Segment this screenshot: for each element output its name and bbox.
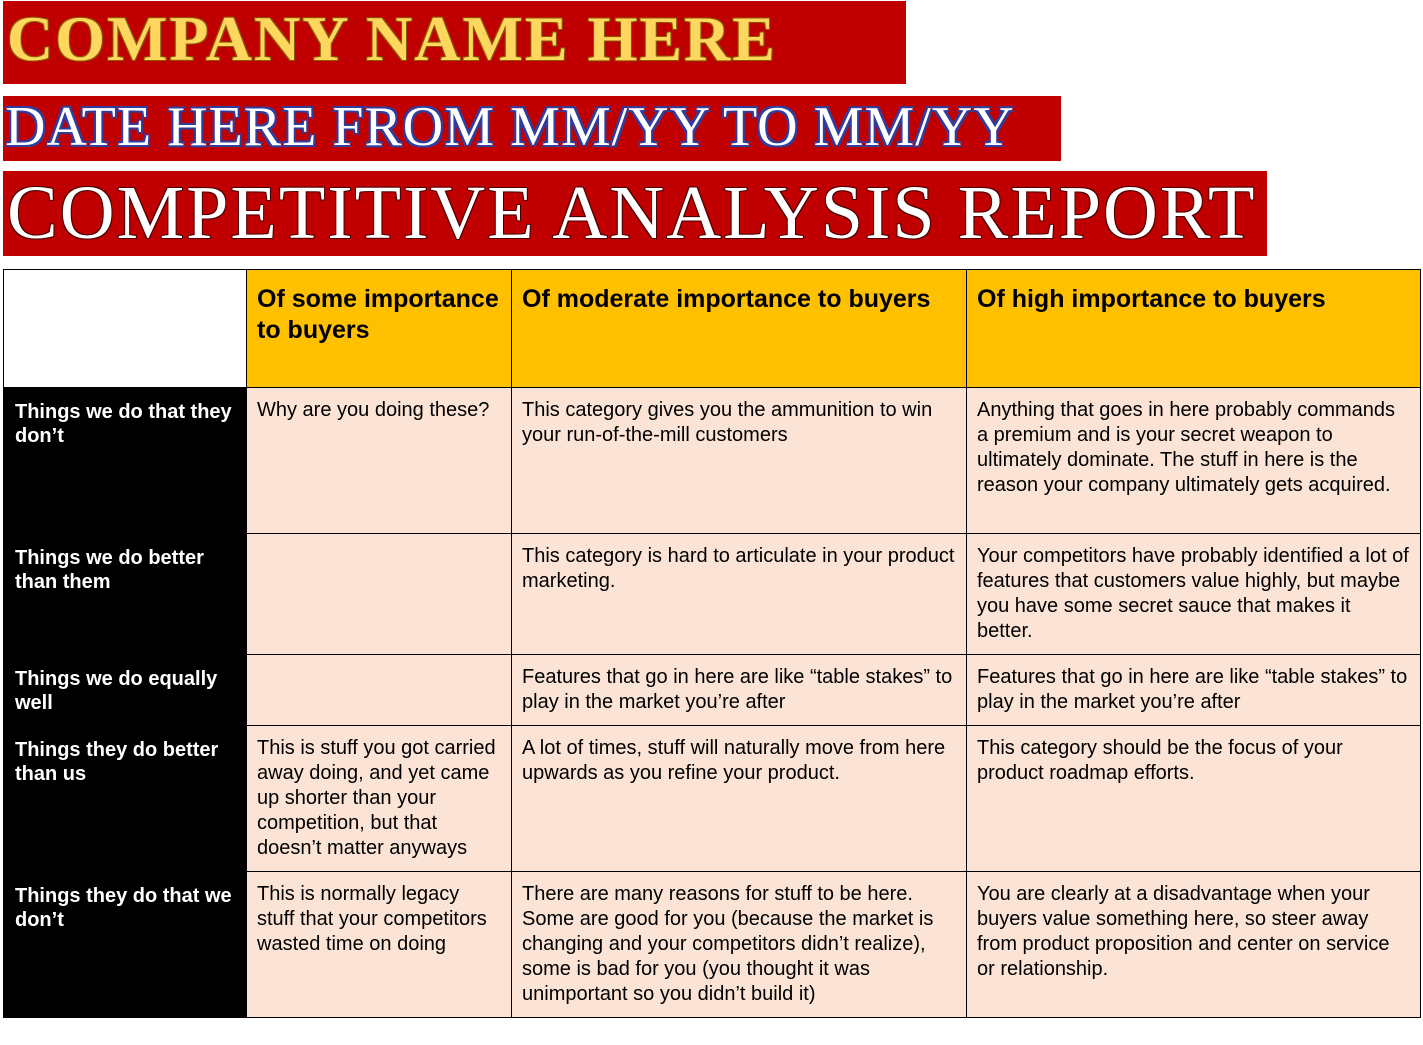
table-cell: This category should be the focus of your product roadmap efforts. (967, 726, 1421, 872)
table-cell: This is normally legacy stuff that your competitors wasted time on doing (247, 872, 512, 1018)
table-cell: Why are you doing these? (247, 388, 512, 534)
table-row (4, 872, 1421, 1018)
table-cell (247, 534, 512, 655)
header-row (4, 270, 1421, 388)
table-cell: A lot of times, stuff will naturally move from here upwards as you refine your product. (512, 726, 967, 872)
table-cell: This category gives you the ammunition to win your run-of-the-mill customers (512, 388, 967, 534)
table-row (4, 388, 1421, 534)
company-name-banner: COMPANY NAME HERE (3, 1, 906, 84)
date-range-banner: DATE HERE FROM MM/YY TO MM/YY (3, 96, 1061, 161)
table-cell: Features that go in here are like “table stakes” to play in the market you’re after (512, 655, 967, 726)
table-cell: This category is hard to articulate in your product marketing. (512, 534, 967, 655)
table-cell: Anything that goes in here probably commands a premium and is your secret weapon to ultimately dominate. The stuff in here is the reason your company ultimately gets acquired. (967, 388, 1421, 534)
report-title-banner: COMPETITIVE ANALYSIS REPORT (3, 171, 1267, 256)
column-header-moderate-importance: Of moderate importance to buyers (512, 270, 967, 388)
row-header: Things we do better than them (4, 534, 247, 655)
table-row (4, 534, 1421, 655)
row-header: Things we do equally well (4, 655, 247, 726)
table-cell: There are many reasons for stuff to be here. Some are good for you (because the market is changing and your competitors didn’t realize), some is bad for you (you thought it was unimportant so you didn’t build it) (512, 872, 967, 1018)
table-cell: You are clearly at a disadvantage when your buyers value something here, so steer away from product proposition and center on service or relationship. (967, 872, 1421, 1018)
row-header: Things they do that we don’t (4, 872, 247, 1018)
table-cell: Features that go in here are like “table stakes” to play in the market you’re after (967, 655, 1421, 726)
row-header: Things we do that they don’t (4, 388, 247, 534)
row-header: Things they do better than us (4, 726, 247, 872)
table-cell: This is stuff you got carried away doing, and yet came up shorter than your competition, but that doesn’t matter anyways (247, 726, 512, 872)
corner-cell (4, 270, 247, 388)
table-cell (247, 655, 512, 726)
table-row (4, 655, 1421, 726)
column-header-some-importance: Of some importance to buyers (247, 270, 512, 388)
competitive-analysis-table (3, 269, 1421, 1018)
table-cell: Your competitors have probably identified a lot of features that customers value highly, but maybe you have some secret sauce that makes it better. (967, 534, 1421, 655)
table-row (4, 726, 1421, 872)
column-header-high-importance: Of high importance to buyers (967, 270, 1421, 388)
